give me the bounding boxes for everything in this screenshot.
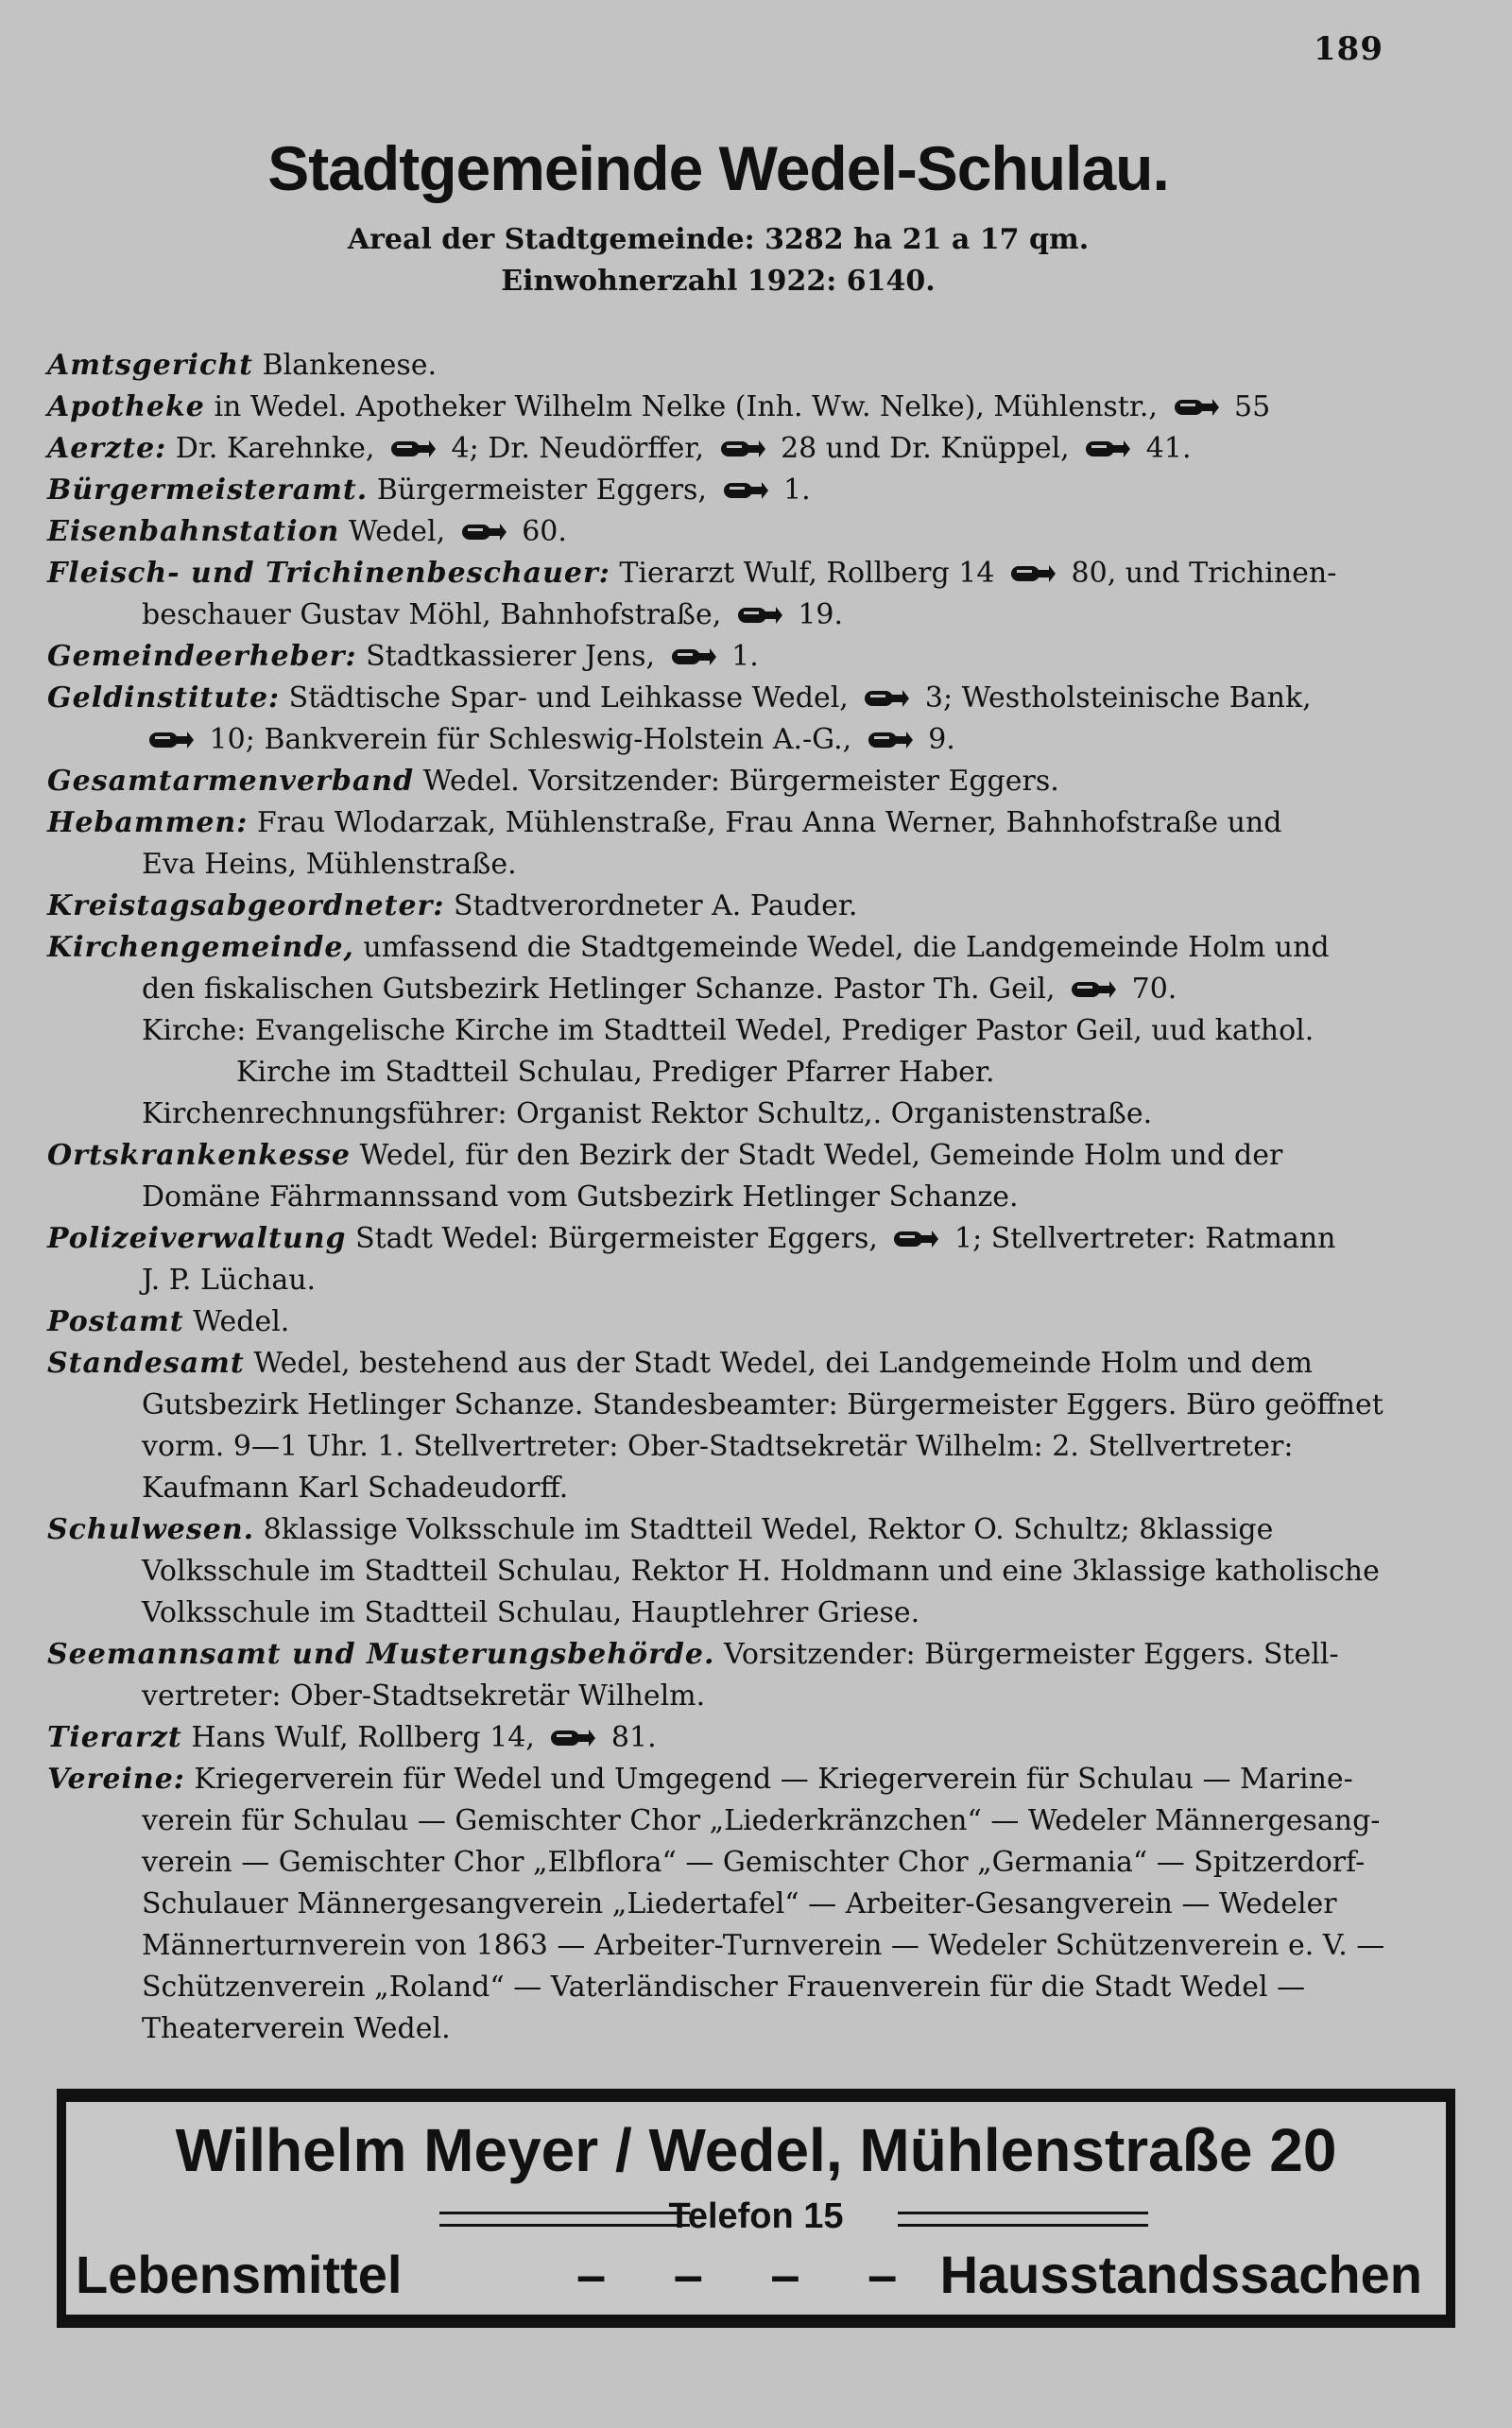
entry-continuation-line — [47, 1551, 1432, 1593]
entry-text: Volksschule im Stadtteil Schulau, Rektor H. Holdmann und eine 3klassige katholische — [142, 1555, 1380, 1588]
entry-text: umfassend die Stadtgemeinde Wedel, die Landgemeinde Holm und — [363, 931, 1330, 964]
entry-text: verein — Gemischter Chor „Elbflora“ — Gemischter Chor „Germania“ — Spitzerdorf- — [142, 1846, 1366, 1879]
entry-continuation-line — [47, 844, 1432, 886]
telephone-icon — [722, 473, 769, 495]
entry-heading: Kirchengemeinde, — [47, 931, 354, 964]
telephone-icon — [670, 639, 717, 662]
entry-heading: Gesamtarmenverband — [47, 765, 415, 798]
entry-text: vorm. 9—1 Uhr. 1. Stellvertreter: Ober-Stadtsekretär Wilhelm: 2. Stellvertreter: — [142, 1430, 1294, 1463]
telephone-icon — [1084, 431, 1131, 454]
entry-continuation-line — [47, 1177, 1432, 1218]
telephone-icon — [863, 680, 910, 703]
entry-continuation-line — [47, 2008, 1432, 2050]
entry-heading: Ortskrankenkesse — [47, 1139, 351, 1172]
advertisement-box — [57, 2089, 1455, 2328]
entry-line — [47, 387, 1432, 428]
entry-continuation-line — [47, 1260, 1432, 1301]
entry-text: Schulauer Männergesangverein „Liedertafel“ — Arbeiter-Gesangverein — Wedeler — [142, 1887, 1337, 1920]
entry-text: Dr. Karehnke, 4; Dr. Neudörffer, 28 und Dr. Knüppel, 41. — [175, 432, 1192, 465]
entry-text: Männerturnverein von 1863 — Arbeiter-Turnverein — Wedeler Schützenverein e. V. — — [142, 1929, 1385, 1962]
entry-text: Wedel, für den Bezirk der Stadt Wedel, Gemeinde Holm und der — [359, 1139, 1283, 1172]
entry-line — [47, 428, 1432, 470]
entry-text: Hans Wulf, Rollberg 14, 81. — [191, 1721, 657, 1754]
entry-text: verein für Schulau — Gemischter Chor „Liederkränzchen“ — Wedeler Männergesang- — [142, 1804, 1381, 1837]
entry-line — [47, 553, 1432, 594]
entry-heading: Tierarzt — [47, 1721, 182, 1754]
entry-heading: Geldinstitute: — [47, 681, 281, 715]
entry-heading: Gemeindeerheber: — [47, 640, 357, 673]
entry-continuation-line — [47, 1468, 1432, 1509]
entry-continuation-line — [47, 1052, 1432, 1093]
telephone-icon — [736, 597, 783, 620]
entry-text: Tierarzt Wulf, Rollberg 14 80, und Trichinen- — [619, 557, 1337, 590]
entry-text: Kriegerverein für Wedel und Umgegend — Kriegerverein für Schulau — Marine- — [194, 1763, 1353, 1796]
entry-continuation-line — [47, 1385, 1432, 1426]
telephone-icon — [719, 431, 766, 454]
entry-text: Wedel. Vorsitzender: Bürgermeister Eggers. — [422, 765, 1059, 798]
entry-heading: Vereine: — [47, 1763, 185, 1796]
entry-continuation-line — [47, 1884, 1432, 1925]
entry-text: in Wedel. Apotheker Wilhelm Nelke (Inh. Ww. Nelke), Mühlenstr., 55 — [214, 390, 1271, 423]
entry-text: Frau Wlodarzak, Mühlenstraße, Frau Anna Werner, Bahnhofstraße und — [256, 806, 1282, 839]
entry-line — [47, 886, 1432, 927]
telephone-icon — [1070, 972, 1117, 994]
entry-heading: Standesamt — [47, 1347, 245, 1380]
entry-text: den fiskalischen Gutsbezirk Hetlinger Schanze. Pastor Th. Geil, 70. — [142, 973, 1177, 1006]
entry-heading: Schulwesen. — [47, 1513, 255, 1546]
entry-text: Wedel, bestehend aus der Stadt Wedel, dei Landgemeinde Holm und dem — [253, 1347, 1313, 1380]
entry-line — [47, 1634, 1432, 1676]
telephone-icon — [549, 1720, 596, 1743]
entry-line — [47, 345, 1432, 387]
entry-heading: Apotheke — [47, 390, 205, 423]
entry-text: Theaterverein Wedel. — [142, 2012, 451, 2045]
entry-continuation-line — [47, 1800, 1432, 1842]
entry-text: Wedel. — [193, 1305, 290, 1338]
entry-line — [47, 678, 1432, 719]
entry-text: 10; Bankverein für Schleswig-Holstein A.-G., 9. — [142, 723, 955, 756]
entry-continuation-line — [47, 1010, 1432, 1052]
entry-line — [47, 927, 1432, 969]
entry-heading: Bürgermeisteramt. — [47, 474, 369, 507]
entry-text: Domäne Fährmannssand vom Gutsbezirk Hetlinger Schanze. — [142, 1180, 1019, 1214]
ad-left-text: Lebensmittel — [76, 2245, 403, 2304]
entry-line — [47, 1509, 1432, 1551]
entry-line — [47, 761, 1432, 802]
entry-text: Blankenese. — [262, 349, 438, 382]
telephone-icon — [460, 514, 507, 537]
ad-bottom-line — [66, 2244, 1446, 2304]
page-number: 189 — [1314, 30, 1383, 68]
entry-text: Wedel, 60. — [348, 515, 567, 548]
entry-continuation-line — [47, 1967, 1432, 2008]
telephone-icon — [867, 722, 914, 745]
entry-text: Kirche im Stadtteil Schulau, Prediger Pfarrer Haber. — [236, 1056, 995, 1089]
entry-line — [47, 1717, 1432, 1759]
page-title: Stadtgemeinde Wedel-Schulau. — [267, 133, 1169, 203]
entry-line — [47, 1759, 1432, 1800]
telephone-icon — [1009, 556, 1057, 578]
entry-text: vertreter: Ober-Stadtsekretär Wilhelm. — [142, 1679, 706, 1713]
ad-right-text: Hausstandssachen — [939, 2245, 1422, 2304]
area-line: Areal der Stadtgemeinde: 3282 ha 21 a 17 qm. — [347, 223, 1090, 256]
entry-continuation-line — [47, 1093, 1432, 1135]
entry-heading: Hebammen: — [47, 806, 249, 839]
entry-text: Kaufmann Karl Schadeudorff. — [142, 1472, 569, 1505]
entry-line — [47, 1218, 1432, 1260]
entry-text: Volksschule im Stadtteil Schulau, Hauptlehrer Griese. — [142, 1596, 920, 1629]
ad-rule-right — [898, 2212, 1148, 2227]
entry-text: 8klassige Volksschule im Stadtteil Wedel, Rektor O. Schultz; 8klassige — [263, 1513, 1274, 1546]
entry-text: Stadtkassierer Jens, 1. — [366, 640, 759, 673]
entry-heading: Eisenbahnstation — [47, 515, 340, 548]
telephone-icon — [147, 722, 195, 745]
entry-text: Eva Heins, Mühlenstraße. — [142, 848, 517, 881]
entry-heading: Kreistagsabgeordneter: — [47, 889, 445, 922]
entry-line — [47, 1135, 1432, 1177]
entry-continuation-line — [47, 719, 1432, 761]
telephone-icon — [1173, 389, 1220, 412]
population-line: Einwohnerzahl 1922: 6140. — [501, 265, 936, 298]
directory-entries — [47, 345, 1432, 2050]
entry-line — [47, 1301, 1432, 1343]
entry-line — [47, 802, 1432, 844]
ad-dashes: – – – – — [576, 2245, 924, 2304]
entry-continuation-line — [47, 1842, 1432, 1884]
entry-text: Kirche: Evangelische Kirche im Stadtteil Wedel, Prediger Pastor Geil, uud kathol. — [142, 1014, 1314, 1047]
entry-text: Gutsbezirk Hetlinger Schanze. Standesbeamter: Bürgermeister Eggers. Büro geöffnet — [142, 1388, 1383, 1421]
entry-text: Kirchenrechnungsführer: Organist Rektor Schultz,. Organistenstraße. — [142, 1097, 1153, 1130]
entry-heading: Aerzte: — [47, 432, 167, 465]
entry-text: Stadt Wedel: Bürgermeister Eggers, 1; Stellvertreter: Ratmann — [355, 1222, 1336, 1255]
entry-text: Städtische Spar- und Leihkasse Wedel, 3; Westholsteinische Bank, — [288, 681, 1312, 715]
entry-heading: Polizeiverwaltung — [47, 1222, 347, 1255]
entry-heading: Seemannsamt und Musterungsbehörde. — [47, 1638, 715, 1671]
entry-heading: Postamt — [47, 1305, 184, 1338]
entry-continuation-line — [47, 969, 1432, 1010]
entry-line — [47, 636, 1432, 678]
entry-text: beschauer Gustav Möhl, Bahnhofstraße, 19. — [142, 598, 844, 631]
entry-continuation-line — [47, 594, 1432, 636]
entry-line — [47, 1343, 1432, 1385]
entry-line — [47, 511, 1432, 553]
entry-text: Bürgermeister Eggers, 1. — [376, 474, 811, 507]
entry-text: Stadtverordneter A. Pauder. — [453, 889, 858, 922]
entry-heading: Fleisch- und Trichinenbeschauer: — [47, 557, 610, 590]
entry-continuation-line — [47, 1593, 1432, 1634]
entry-text: Schützenverein „Roland“ — Vaterländischer Frauenverein für die Stadt Wedel — — [142, 1971, 1306, 2004]
telephone-icon — [389, 431, 437, 454]
entry-continuation-line — [47, 1925, 1432, 1967]
entry-line — [47, 470, 1432, 511]
ad-headline: Wilhelm Meyer / Wedel, Mühlenstraße 20 — [175, 2116, 1337, 2184]
ad-telefon: Telefon 15 — [668, 2196, 844, 2236]
entry-continuation-line — [47, 1426, 1432, 1468]
entry-continuation-line — [47, 1676, 1432, 1717]
entry-text: J. P. Lüchau. — [142, 1264, 317, 1297]
entry-text: Vorsitzender: Bürgermeister Eggers. Stell- — [723, 1638, 1339, 1671]
entry-heading: Amtsgericht — [47, 349, 253, 382]
telephone-icon — [892, 1221, 939, 1244]
